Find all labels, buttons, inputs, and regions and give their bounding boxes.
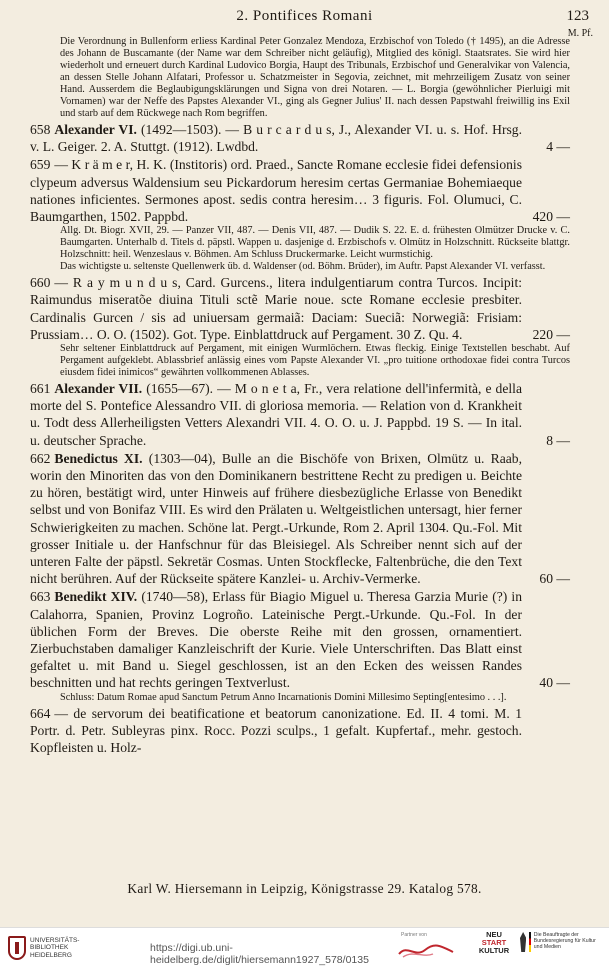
- entry-heading: Alexander VII.: [54, 381, 143, 397]
- entry-text: — K r ä m e r, H. K. (Institoris) ord. Praed., Sancte Romane ecclesie fidei defensionis clypeum adversus Waldensium seu Pickardorum heresim certas Germaniae Bohemiaeque nationes inficientes. Sermones apost. sedis contra heresim… 3 figuris. Fol. Olumuci, C. Baumgarthen, 1502. Pappbd.: [30, 157, 522, 225]
- entry-heading: Alexander VI.: [54, 122, 137, 137]
- bkm-text: Die Beauftragte der Bundesregierung für Kultur und Medien: [533, 932, 596, 951]
- catalog-entry: [30, 121, 570, 155]
- library-logo-text: [30, 937, 79, 960]
- library-crest-icon: [8, 936, 26, 960]
- library-logo-line: BIBLIOTHEK: [30, 944, 69, 952]
- entry-text: (1303—04), Bulle an die Bischöfe von Brixen, Olmütz u. Raab, worin den Minoriten das von den Dominikanern bestrittene Recht zu predigen u. Beichte zu hören, bestätigt wird, unter Hinweis auf frühere diesbezügliche Erlasse von Benedikt selbst und von Bonifaz VIII. Es wird den Prälaten u. Weltgeistlichen untersagt, hier ferner Schwierigkeiten zu machen. Schöne lat. Pergt.-Urkunde, Rom 2. April 1304. Qu.-Fol. Mit grosser Initiale u. der Hanfschnur für das Bleisiegel. Als Schreiber nennt sich auf der unteren Falte der päpstl. Sekretär Cosmas. Unten Stockflecke, Faltenbrüche, die den Text nicht berühren. Auf der Rückseite spätere Kanzlei- u. Archiv-Vermerke.: [30, 450, 522, 587]
- neustart-line1: NEU: [486, 930, 502, 939]
- entry-text: (1740—58), Erlass für Biagio Miguel u. Theresa Garzia Murie (?) in Calahorra, Spanien, Provinz Logroño. Lateinische Pergt.-Urkunde. Qu.-Fol. In der üblichen Form der Breves. Die oberste Reihe mit den grossen, ornamentiert. Zierbuchstaben damaliger Kanzleischrift der Kurie. Viele Unterschriften. Das Blatt einst gefaltet u. mit Band u. Siegel geschlossen, ist an den Ecken des weissen Randes beschnitten und hat rechts geringen Textverlust.: [30, 589, 522, 691]
- library-logo-line: HEIDELBERG: [30, 951, 72, 959]
- entry-list: [30, 121, 570, 756]
- entry-number: 658: [30, 122, 51, 137]
- neustart-line2: START: [481, 938, 507, 947]
- page-number: 123: [566, 8, 589, 24]
- partner-small-text: Partner von: [401, 932, 427, 938]
- entry-number: 661: [30, 381, 51, 397]
- page-footer: Karl W. Hiersemann in Leipzig, Königstrasse 29. Katalog 578.: [127, 881, 482, 896]
- bkm-logo[interactable]: [520, 932, 605, 964]
- entry-heading: Benedictus XI.: [54, 450, 143, 466]
- german-flag-icon: [529, 932, 531, 952]
- catalog-entry: [30, 588, 570, 691]
- entry-price: 8 —: [546, 432, 570, 448]
- intro-note: Die Verordnung in Bullenform erliess Kardinal Peter Gonzalez Mendoza, Erzbischof von Toledo († 1495), an die Adresse des Johann de Buscamante (der Name war dem Schreiber nicht geläufig), Mitglied des königl. Staatsrates. Sie wird hier wiederholt und erneuert durch Kardinal Ludovico Borgia, Haupt des Tribunals, Erzbischof und Generalvikar von Valencia, an dessen Stelle Johann Alfatari, Professor u. Schatzmeister in Segovia, zeichnet, mit mehrzeiligem Zusatz von seiner Hand. Ausserdem die Beglaubigungsklärungen und Signa von drei Notaren. — L. Borgia (gewöhnlicher Pierluigi mit Vornamen) war der Neffe des Papstes Alexander VI., ging als Gegner Julius' II. nach dessen Papstwahl freiwillig ins Exil und starb auf dem Rückwege nach Rom begriffen.: [60, 36, 570, 119]
- entry-price: 4 —: [546, 139, 570, 155]
- entry-price: 220 —: [532, 326, 570, 342]
- entry-note: Sehr seltener Einblattdruck auf Pergament, mit einigen Wurmlöchern. Etwas fleckig. Einige Textstellen beschabt. Auf Pergament aufgeklebt. Ablassbrief anlässig eines vom Papste Alexander VI. „pro tuitione orthodoxae fidei contra Turcos eiusdem fidei inimicos“ gewährten vollkommenen Ablasses.: [60, 343, 570, 379]
- entry-number: 662: [30, 450, 51, 466]
- catalog-entry: [30, 274, 570, 343]
- federal-eagle-icon: [520, 932, 526, 952]
- page-header: [0, 8, 609, 39]
- entry-note: Schluss: Datum Romae apud Sanctum Petrum Anno Incarnationis Domini Millesimo Septing[entesimo . . .].: [60, 691, 507, 703]
- entry-price: 40 —: [539, 675, 570, 691]
- catalog-text: [30, 36, 570, 756]
- entry-note: Allg. Dt. Biogr. XVII, 29. — Panzer VII, 487. — Denis VII, 487. — Dudik S. 22. E. d. frühesten Olmützer Drucke v. C. Baumgarten. Unterhalb d. Titels d. päpstl. Wappen u. dasjenige d. Erzbischofs v. Olmütz in Holzschnitt. Rückseite blattgr. Holzschnitt: heil. Wenzeslaus v. Böhmen. Am Schluss Druckermarke. Leicht wurmstichig.: [60, 225, 570, 261]
- viewer-bottom-bar: [0, 927, 609, 968]
- entry-text: (1655—67). — M o n e t a, Fr., vera relatione dell'infermità, e della morte del S. Pontefice Alessandro VII. di gloriosa memoria. — Relation von d. Krankheit u. Todt dess Allerheiligsten Vetters Alexandri VII. 4. O. O. u. J. Pappbd. 19 S. — In ital. u. deutscher Sprache.: [30, 381, 522, 448]
- entry-text: (1492—1503). — B u r c a r d u s, J., Alexander VI. u. s. Hof. Hrsg. v. L. Geiger. 2. A. Stuttgt. (1912). Lwdbd.: [30, 122, 523, 155]
- neustart-kultur-logo[interactable]: [476, 931, 512, 965]
- entry-number: 659: [30, 157, 51, 173]
- entry-number: 663: [30, 589, 51, 605]
- entry-number: 664: [30, 705, 51, 721]
- catalog-entry: [30, 450, 570, 588]
- neustart-line3: KULTUR: [478, 946, 510, 955]
- entry-note: Das wichtigste u. seltenste Quellenwerk üb. d. Waldenser (od. Böhm. Brüder), im Auftr. Papst Alexander VI. verfasst.: [60, 261, 546, 273]
- catalog-entry: [30, 380, 570, 449]
- running-title: 2. Pontifices Romani: [236, 8, 373, 24]
- entry-price: 420 —: [532, 209, 570, 225]
- entry-price: 60 —: [539, 571, 570, 587]
- entry-text: — de servorum dei beatificatione et beatorum canonizatione. Ed. II. 4 tomi. M. 1 Portr. d. Petr. Subleyras pinx. Rocc. Pozzi sculps., 1 gefalt. Kupfertaf., mehr. gestoch. Kopfleisten u. Holz-: [30, 705, 522, 756]
- entry-number: 660: [30, 275, 51, 291]
- partner-logo[interactable]: [395, 932, 459, 964]
- entry-heading: Benedikt XIV.: [54, 589, 138, 605]
- catalog-entry: [30, 156, 570, 225]
- currency-label: M. Pf.: [567, 28, 593, 39]
- partner-swirl-icon: [397, 942, 457, 960]
- entry-text: — R a y m u n d u s, Card. Gurcens., litera indulgentiarum contra Turcos. Incipit: Raimundus miseratõe diuina Tituli sctẽ Marie noue. scte Romane ecclesie presbiter. Cardinalis Gurcen / sis ad uniuersam germaiã: Daciam: Sueciã: Norwegiã: Frisiam: Prussiam… O. O. (1502). Got. Type. Einblattdruck auf Pergament. 30 Z. Qu. 4.: [30, 275, 522, 342]
- catalog-entry: [30, 705, 570, 757]
- permalink-url[interactable]: https://digi.ub.uni-heidelberg.de/diglit/hiersemann1927_578/0135: [150, 942, 369, 966]
- library-logo[interactable]: [8, 933, 88, 963]
- library-logo-line: UNIVERSITÄTS-: [30, 936, 80, 944]
